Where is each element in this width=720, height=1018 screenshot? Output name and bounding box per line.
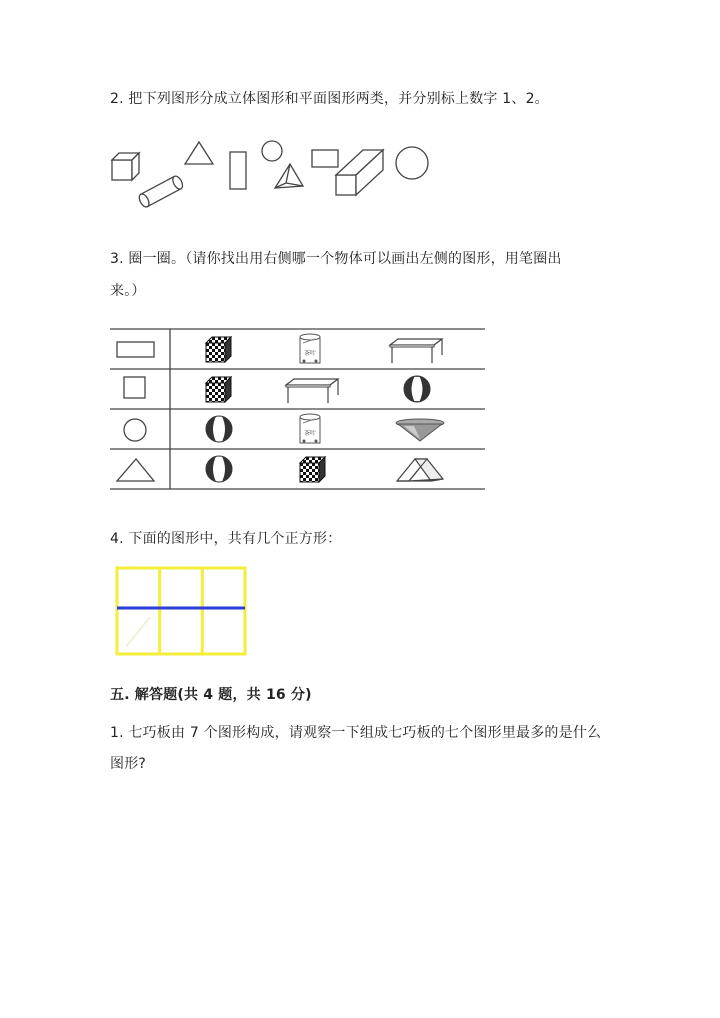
cube-shape <box>112 153 139 180</box>
row1-tea-can-label: 茶叶 <box>303 350 317 357</box>
question-4-text: 4. 下面的图形中，共有几个正方形： <box>110 531 342 547</box>
rectangle-shape-small <box>312 150 338 167</box>
row1-checkered-cube <box>206 337 231 362</box>
shapes-row <box>100 130 440 210</box>
row1-rectangle <box>117 342 154 357</box>
row1-table <box>390 339 442 363</box>
row1-tea-can <box>300 334 320 363</box>
squares-figure <box>114 565 249 657</box>
row4-triangle <box>117 459 154 481</box>
cylinder-shape <box>137 175 184 209</box>
row2-square <box>124 377 145 398</box>
row3-circle <box>124 419 146 441</box>
row3-tea-can-label: 茶叶 <box>303 430 317 437</box>
row3-ball <box>206 416 232 442</box>
question-5-1-line1: 1. 七巧板由 7 个图形构成，请观察一下组成七巧板的七个图形里最多的是什么 <box>110 725 602 741</box>
question-5-1-line2: 图形? <box>110 756 147 772</box>
question-2-text: 2. 把下列图形分成立体图形和平面图形两类，并分别标上数字 1、2。 <box>110 91 549 107</box>
row2-checkered-cube <box>206 377 231 402</box>
matching-table <box>108 327 488 493</box>
triangle-shape <box>185 142 213 164</box>
rectangle-shape-tall <box>230 152 246 189</box>
circle-shape-small <box>262 141 282 161</box>
cuboid-shape <box>336 150 383 195</box>
question-3-text-line2: 来。） <box>110 283 146 299</box>
row4-triangular-prism <box>397 459 443 481</box>
row2-ball <box>404 376 430 402</box>
question-3-text-line1: 3. 圈一圈。（请你找出用右侧哪一个物体可以画出左侧的图形，用笔圈出 <box>110 251 562 267</box>
row2-table <box>286 379 338 403</box>
section-5-title: 五. 解答题(共 4 题，共 16 分) <box>110 687 312 703</box>
row4-checkered-cube <box>300 457 325 482</box>
circle-shape-large <box>396 147 428 179</box>
row3-cone <box>396 419 444 441</box>
row4-ball <box>206 456 232 482</box>
row3-tea-can <box>300 414 320 443</box>
triangular-pyramid-shape <box>275 164 303 188</box>
